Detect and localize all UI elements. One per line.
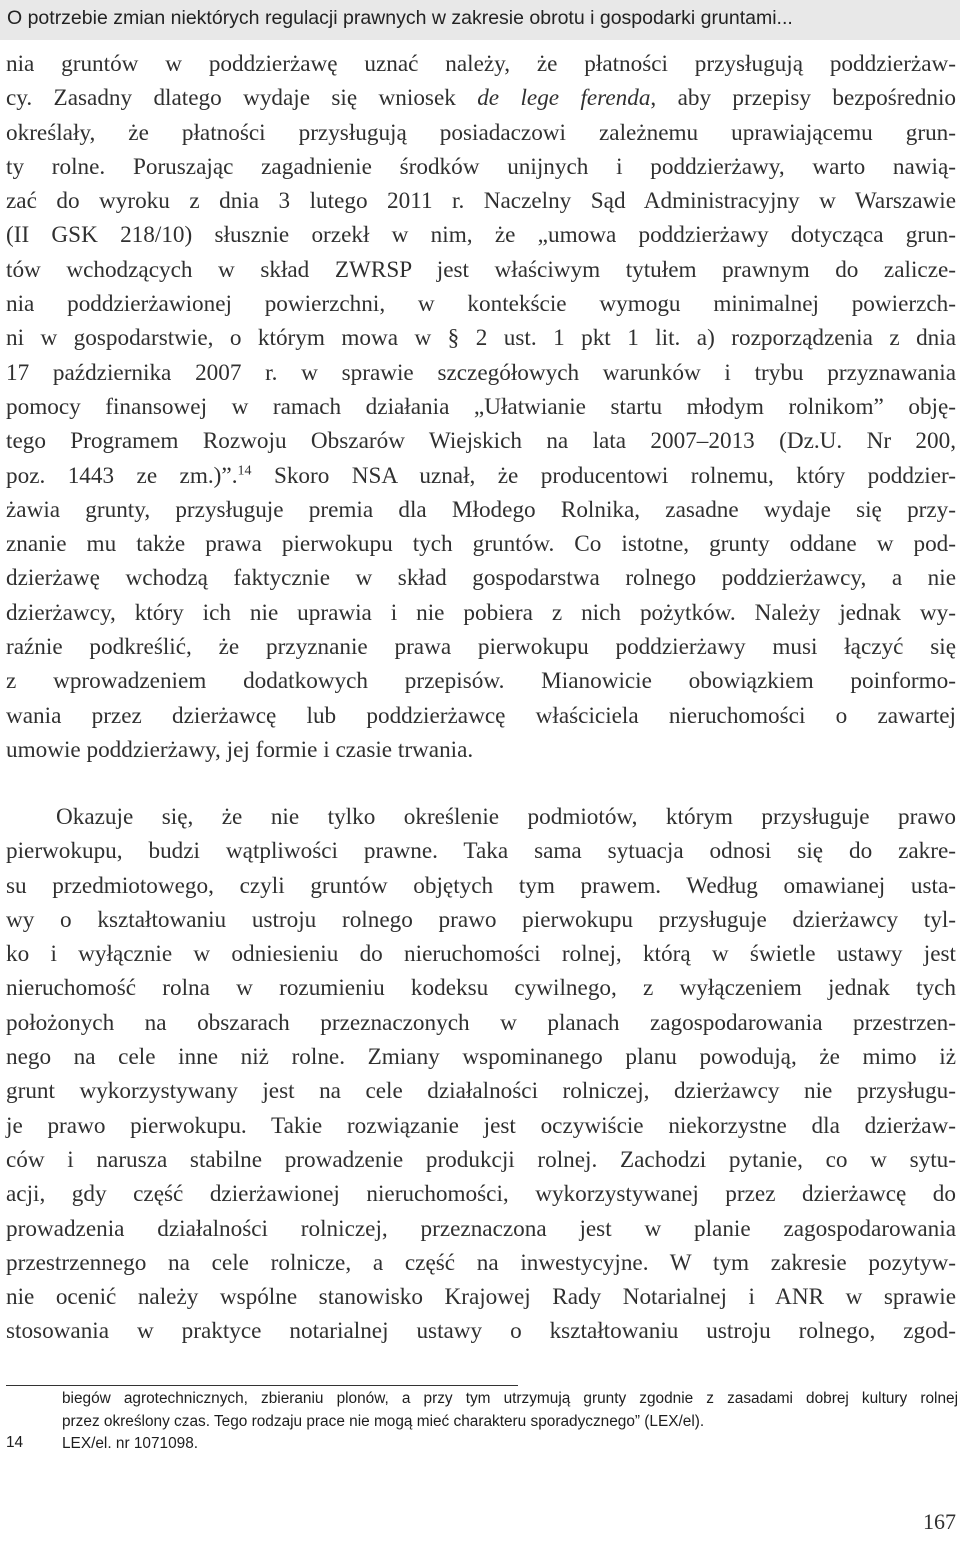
text-line: żawia grunty, przysługuje premia dla Młodego Rolnika, zasadne wydaje się przy- bbox=[6, 496, 956, 523]
running-header bbox=[0, 0, 960, 40]
text-line: z wprowadzeniem dodatkowych przepisów. Mianowicie obowiązkiem poinformo- bbox=[6, 668, 956, 695]
text-line: położonych na obszarach przeznaczonych w planach zagospodarowania przestrzen- bbox=[6, 1009, 956, 1036]
text-line: zać do wyroku z dnia 3 lutego 2011 r. Naczelny Sąd Administracyjny w Warszawie bbox=[6, 188, 956, 215]
footnote-text bbox=[62, 1388, 958, 1456]
text-line: je prawo pierwokupu. Takie rozwiązanie jest oczywiście niekorzystne dla dzierżaw- bbox=[6, 1112, 956, 1139]
running-header-title: O potrzebie zmian niektórych regulacji prawnych w zakresie obrotu i gospodarki gruntami... bbox=[7, 7, 793, 29]
text-line: umowie poddzierżawy, jej formie i czasie trwania. bbox=[6, 736, 474, 763]
text-line: poz. 1443 ze zm.)”.$^{14}$ Skoro NSA uznał, że producentowi rolnemu, który poddzier- bbox=[6, 462, 957, 489]
text-line: pierwokupu, budzi wątpliwości prawne. Taka sama sytuacja odnosi się do zakre- bbox=[6, 838, 956, 865]
text-line: pomocy finansowej w ramach działania „Ułatwianie startu młodym rolnikom” obję- bbox=[6, 393, 956, 420]
footnote-line: LEX/el. nr 1071098. bbox=[62, 1435, 199, 1452]
text-line: grunt wykorzystywany jest na cele działalności rolniczej, dzierżawcy nie przysługu- bbox=[6, 1078, 956, 1105]
paragraph-2 bbox=[6, 800, 956, 1349]
text-line: nia poddzierżawionej powierzchni, w kontekście wymogu minimalnej powierzch- bbox=[6, 291, 956, 318]
text-line: Okazuje się, że nie tylko określenie podmiotów, którym przysługuje prawo bbox=[56, 804, 956, 830]
text-line: nie ocenić należy wspólne stanowisko Krajowej Rady Notarialnej i ANR w sprawie bbox=[6, 1284, 956, 1311]
footnote-number: 14 bbox=[6, 1434, 24, 1451]
page-number: 167 bbox=[923, 1509, 956, 1534]
text-line: wy o kształtowaniu ustroju rolnego prawo pierwokupu przysługuje dzierżawcy tyl- bbox=[6, 906, 956, 933]
text-line: ko i wyłącznie w odniesieniu do nieruchomości rolnej, którą w świetle ustawy jest bbox=[6, 941, 956, 968]
text-line: dzierżawę wchodzą faktycznie w skład gospodarstwa rolnego poddzierżawcy, a nie bbox=[6, 565, 956, 592]
text-line: znanie mu także prawa pierwokupu tych gruntów. Co istotne, grunty oddane w pod- bbox=[6, 531, 956, 558]
footnote-ref-14[interactable]: 14 bbox=[237, 462, 252, 478]
text-line: prowadzenia działalności rolniczej, przeznaczona jest w planie zagospodarowania bbox=[6, 1215, 956, 1242]
text-line: su przedmiotowego, czyli gruntów objętych tym prawem. Według omawianej usta- bbox=[6, 872, 956, 899]
text-line: (II GSK 218/10) słusznie orzekł w nim, że „umowa poddzierżawy dotycząca grun- bbox=[6, 222, 956, 249]
text-line: tów wchodzących w skład ZWRSP jest właściwym tytułem prawnym do zalicze- bbox=[6, 256, 956, 283]
text-line: przestrzennego na cele rolnicze, a część na inwestycyjne. W tym zakresie pozytyw- bbox=[6, 1249, 956, 1276]
paragraph-1 bbox=[6, 47, 956, 767]
text-line: ty rolne. Poruszając zagadnienie środków unijnych i poddzierżawy, warto nawią- bbox=[6, 153, 956, 180]
text-line: tego Programem Rozwoju Obszarów Wiejskich na lata 2007–2013 (Dz.U. Nr 200, bbox=[6, 428, 956, 455]
text-line: stosowania w praktyce notarialnej ustawy o kształtowaniu ustroju rolnego, zgod- bbox=[6, 1318, 956, 1345]
text-line: ców i narusza stabilne prowadzenie produkcji rolnej. Zachodzi pytanie, co w sytu- bbox=[6, 1146, 956, 1173]
text-line: ni w gospodarstwie, o którym mowa w § 2 ust. 1 pkt 1 lit. a) rozporządzenia z dnia bbox=[6, 325, 956, 352]
text-line: nieruchomość rolna w rozumieniu kodeksu cywilnego, z wyłączeniem jednak tych bbox=[6, 975, 956, 1002]
latin-phrase: de lege ferenda bbox=[477, 85, 651, 112]
text-line: określały, że płatności przysługują posiadaczowi zależnemu uprawiającemu grun- bbox=[6, 119, 956, 146]
text-line: 17 października 2007 r. w sprawie szczegółowych warunków i trybu przyznawania bbox=[6, 359, 956, 386]
text-line: raźnie podkreślić, że przyznanie prawa pierwokupu poddzierżawy musi łączyć się bbox=[6, 634, 956, 661]
text-line: dzierżawcy, który ich nie uprawia i nie pobiera z nich pożytków. Należy jednak wy- bbox=[6, 599, 956, 626]
footnote-separator bbox=[6, 1385, 518, 1386]
text-line: acji, gdy część dzierżawionej nieruchomości, wykorzystywanej przez dzierżawcę do bbox=[6, 1181, 956, 1208]
footnote-line: biegów agrotechnicznych, zbieraniu plonów, a przy tym utrzymują grunty zgodnie z zasadami dobrej kultury rolnej bbox=[62, 1390, 958, 1407]
text-line: wania przez dzierżawcę lub poddzierżawcę właściciela nieruchomości o zawartej bbox=[6, 702, 956, 729]
text-line: nego na cele inne niż rolne. Zmiany wspominanego planu powodują, że mimo iż bbox=[6, 1044, 956, 1071]
text-line: nia gruntów w poddzierżawę uznać należy, że płatności przysługują poddzierżaw- bbox=[6, 51, 956, 77]
footnote-line: przez określony czas. Tego rodzaju prace nie mogą mieć charakteru sporadycznego” (LEX/el). bbox=[62, 1412, 705, 1430]
text-line: cy. Zasadny dlatego wydaje się wniosek de lege ferenda, aby przepisy bezpośrednio bbox=[6, 85, 956, 112]
